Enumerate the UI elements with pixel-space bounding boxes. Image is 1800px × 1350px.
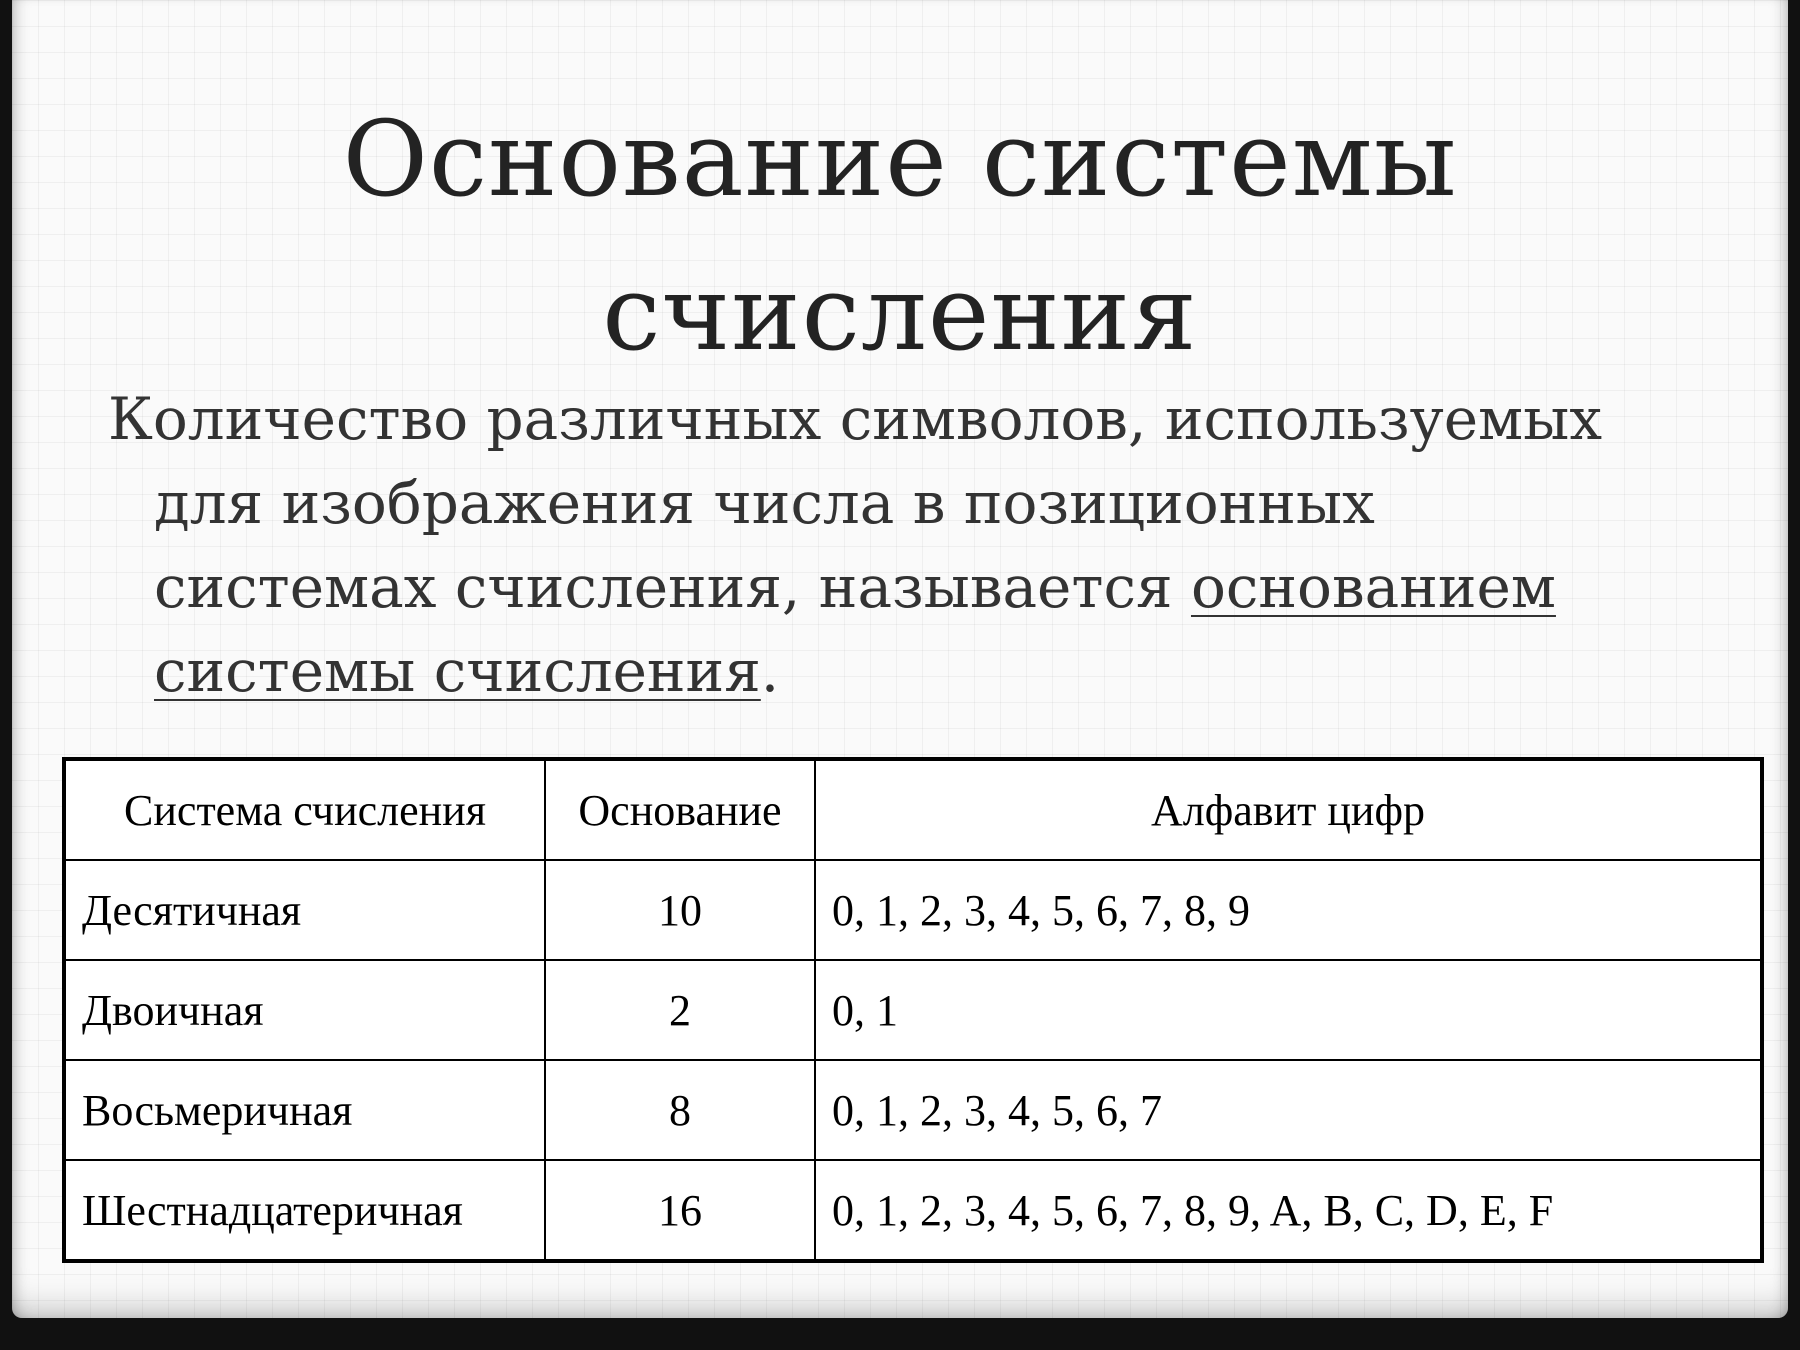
title-line-1: Основание системы [342, 98, 1458, 220]
cell-alphabet: 0, 1, 2, 3, 4, 5, 6, 7, 8, 9 [815, 860, 1762, 960]
cell-alphabet: 0, 1 [815, 960, 1762, 1060]
cell-base: 10 [545, 860, 815, 960]
definition-period: . [760, 637, 780, 705]
cell-system: Десятичная [64, 860, 545, 960]
definition-line-4 [108, 629, 1748, 713]
table-row [64, 960, 1762, 1060]
table-header-row [64, 759, 1762, 860]
cell-alphabet: 0, 1, 2, 3, 4, 5, 6, 7, 8, 9, A, B, C, D, E, F [815, 1160, 1762, 1261]
cell-base: 2 [545, 960, 815, 1060]
table-row [64, 860, 1762, 960]
definition-paragraph [108, 377, 1748, 713]
definition-line-2: для изображения числа в позиционных [154, 469, 1375, 537]
cell-system: Двоичная [64, 960, 545, 1060]
definition-term-part-2: системы счисления [154, 637, 761, 705]
cell-system: Восьмеричная [64, 1060, 545, 1160]
table-row [64, 1160, 1762, 1261]
header-alphabet: Алфавит цифр [815, 759, 1762, 860]
definition-line-1: Количество различных символов, используемых [108, 385, 1603, 453]
slide-title [0, 82, 1800, 390]
cell-base: 8 [545, 1060, 815, 1160]
definition-term-part-1: основанием [1190, 553, 1556, 621]
title-line-2: счисления [602, 252, 1198, 374]
cell-alphabet: 0, 1, 2, 3, 4, 5, 6, 7 [815, 1060, 1762, 1160]
table-row [64, 1060, 1762, 1160]
cell-system: Шестнадцатеричная [64, 1160, 545, 1261]
cell-base: 16 [545, 1160, 815, 1261]
number-systems-table-wrap [62, 757, 1764, 1263]
definition-line-3-text: системах счисления, называется [154, 553, 1191, 621]
number-systems-table [62, 757, 1764, 1263]
header-base: Основание [545, 759, 815, 860]
definition-line-3 [108, 545, 1748, 629]
header-system: Система счисления [64, 759, 545, 860]
